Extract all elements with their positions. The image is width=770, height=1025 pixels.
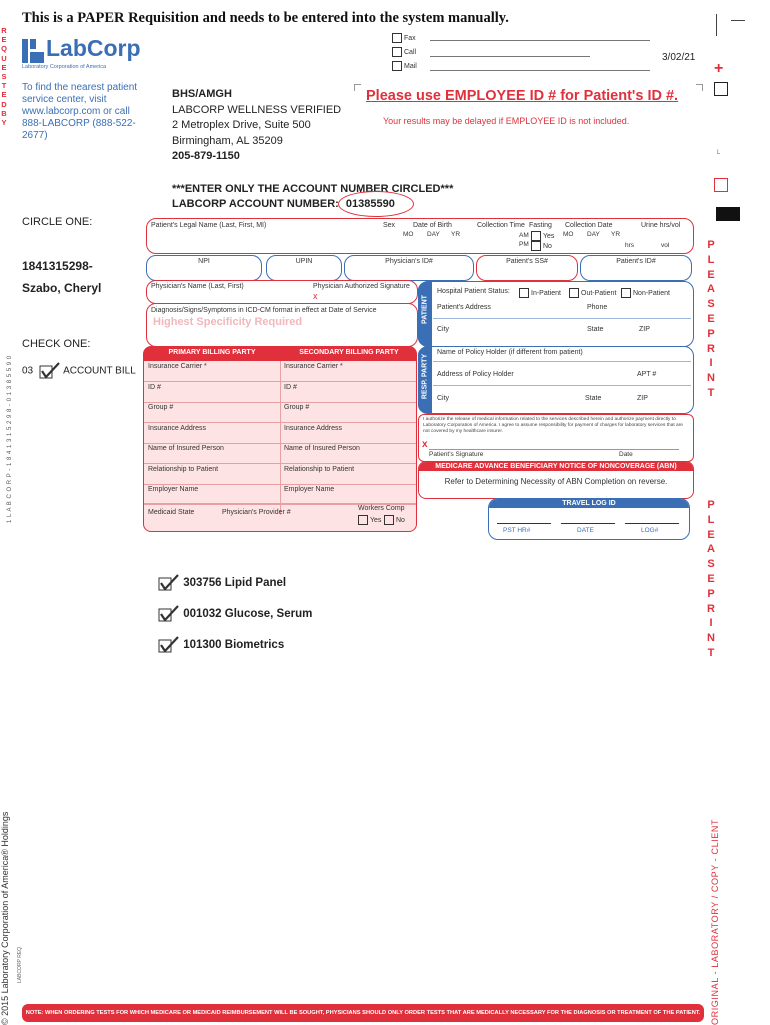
policy-address-label: Address of Policy Holder (437, 371, 514, 378)
primary-billing-field-label: Employer Name (148, 486, 199, 493)
billing-row-divider (144, 422, 416, 423)
billing-row-divider (144, 484, 416, 485)
footer-note: NOTE: WHEN ORDERING TESTS FOR WHICH MEDICARE OR MEDICAID REIMBURSEMENT WILL BE SOUGHT, PHYSICIANS SHOULD ONLY ORDER TESTS THAT ARE MEDICALLY NECESSARY FOR THE DIAGNOSIS OR TREATMENT OF THE PATIENT. (22, 1004, 704, 1022)
report-options (392, 30, 660, 74)
red-square-mark (714, 178, 728, 192)
out-patient-label: Out-Patient (581, 289, 617, 297)
travel-log-pst: PST HR# (503, 527, 531, 534)
travel-log-title: TRAVEL LOG ID (489, 499, 689, 508)
medicaid-state-label: Medicaid State (148, 509, 195, 516)
physician-name-label: Physician's Name (Last, First) (151, 283, 244, 290)
dob-label: Date of Birth (413, 222, 452, 229)
am-label: AM (519, 232, 529, 239)
patient-side-label: PATIENT (421, 295, 429, 324)
account-address: 2 Metroplex Drive, Suite 500 (172, 119, 311, 131)
labcorp-logo (22, 37, 152, 73)
copyright: © 2015 Laboratory Corporation of America® Holdings (0, 811, 10, 1025)
resp-party-side-label: RESP. PARTY (421, 353, 429, 400)
in-patient-label: In-Patient (531, 289, 561, 297)
mail-label: Mail (404, 62, 417, 70)
non-patient-checkbox[interactable] (621, 288, 631, 298)
requested-by-strip: R E Q U E S T E D B Y (1, 26, 7, 128)
policy-apt-label: APT # (637, 371, 657, 378)
primary-billing-field-label: Name of Insured Person (148, 445, 224, 452)
primary-billing-field-label: Insurance Carrier * (148, 363, 207, 370)
account-phone: 205-879-1150 (172, 150, 240, 162)
patient-panel (418, 281, 694, 347)
collection-date-label: Collection Date (565, 222, 613, 229)
patient-signature-x: x (422, 439, 428, 450)
test-item (158, 605, 312, 623)
pm-label: PM (519, 241, 529, 248)
policy-holder-label: Name of Policy Holder (if different from patient) (437, 349, 583, 356)
diagnosis-box (146, 303, 418, 347)
square-mark (714, 82, 728, 96)
secondary-billing-field-label: Relationship to Patient (284, 465, 355, 473)
account-number-label: LABCORP ACCOUNT NUMBER: (172, 198, 339, 210)
secondary-billing-field-label: Employer Name (284, 486, 335, 493)
policy-zip-label: ZIP (637, 395, 648, 402)
test-label: 101300 Biometrics (183, 639, 285, 652)
service-info: To find the nearest patient service center, visit www.labcorp.com or call 888-LABCORP (888-522-2677) (22, 82, 138, 141)
billing-row-divider (144, 443, 416, 444)
paper-notice: This is a PAPER Requisition and needs to be entered into the system manually. (22, 10, 509, 26)
circle-one-label: CIRCLE ONE: (22, 216, 93, 228)
patient-name-handwritten: Szabo, Cheryl (22, 281, 102, 295)
physician-signature-label: Physician Authorized Signature (313, 283, 410, 290)
fax-label: Fax (404, 34, 416, 42)
patient-ssn-label: Patient's SS# (506, 258, 548, 265)
patient-id-handwritten: 1841315298- (22, 259, 93, 273)
signature-x: x (313, 291, 318, 301)
patient-address-label: Patient's Address (437, 304, 491, 311)
secondary-billing-header: SECONDARY BILLING PARTY (299, 349, 399, 356)
primary-billing-field-label: ID # (148, 383, 161, 391)
policy-state-label: State (585, 395, 602, 402)
corner-mark (716, 14, 717, 36)
account-line2: LABCORP WELLNESS VERIFIED (172, 103, 342, 116)
copy-label: ORIGINAL - LABORATORY / COPY - CLIENT (710, 818, 720, 1025)
fasting-no-checkbox[interactable] (531, 241, 541, 251)
check-one-label: CHECK ONE: (22, 338, 91, 350)
collection-time-label: Collection Time (477, 222, 525, 229)
primary-billing-field-label: Relationship to Patient (148, 465, 219, 473)
primary-billing-field-label: Group # (148, 404, 174, 411)
account-circle (338, 191, 414, 217)
workers-comp-yes: Yes (370, 516, 382, 524)
billing-row-divider (144, 402, 416, 403)
npi-label: NPI (198, 258, 210, 265)
id-row (146, 255, 692, 281)
npi-field[interactable] (146, 255, 262, 281)
non-patient-label: Non-Patient (633, 289, 670, 297)
workers-comp-yes-checkbox[interactable] (358, 515, 368, 525)
labcorp-mark-icon (22, 39, 44, 63)
travel-log-box (488, 498, 690, 540)
test-label: 303756 Lipid Panel (183, 577, 287, 590)
abn-text: Refer to Determining Necessity of ABN Completion on reverse. (444, 477, 668, 486)
sex-label: Sex (383, 222, 396, 229)
out-patient-checkbox[interactable] (569, 288, 579, 298)
test-item (158, 636, 284, 654)
patient-signature-label: Patient's Signature (429, 451, 484, 458)
logo-tagline: Laboratory Corporation of America (22, 64, 107, 70)
id-strip: 1 L A B C O R P - 1 8 4 1 3 1 5 2 9 8 - 0 1 3 8 5 5 9 0 (7, 355, 13, 523)
account-number: 01385590 (345, 198, 395, 210)
resp-party-panel (418, 346, 694, 414)
form-code: LABCORP REQ (17, 946, 23, 983)
upin-field[interactable] (266, 255, 342, 281)
secondary-billing-field-label: Insurance Carrier * (284, 363, 343, 370)
patient-zip-label: ZIP (639, 326, 650, 333)
black-bar-mark (716, 207, 740, 221)
test-item (158, 574, 286, 592)
coll-day: DAY (587, 231, 600, 238)
in-patient-checkbox[interactable] (519, 288, 529, 298)
account-name: BHS/AMGH (172, 88, 232, 100)
fax-checkbox[interactable] (392, 33, 402, 43)
physician-provider-label: Physician's Provider # (222, 509, 291, 516)
secondary-billing-field-label: Name of Insured Person (284, 445, 360, 452)
account-enter-note: ***ENTER ONLY THE ACCOUNT NUMBER CIRCLED*** (172, 183, 454, 195)
check-one-row (22, 362, 136, 380)
checkmark-icon (39, 362, 61, 380)
corner-mark (731, 20, 745, 21)
urine-hrs: hrs (625, 242, 635, 249)
fasting-yes: Yes (543, 232, 555, 240)
fasting-label: Fasting (529, 222, 552, 229)
bill-code: 03 (22, 365, 34, 377)
logo-name: LabCorp (46, 35, 141, 61)
billing-row-divider (144, 463, 416, 464)
diagnosis-label: Diagnosis/Signs/Symptoms in ICD-CM format in effect at Date of Service (151, 307, 377, 314)
secondary-billing-field-label: Group # (284, 404, 310, 411)
checkmark-icon (158, 574, 180, 592)
secondary-billing-field-label: Insurance Address (284, 424, 342, 432)
physician-id-field[interactable] (344, 255, 474, 281)
mail-checkbox[interactable] (392, 61, 402, 71)
authorization-box (418, 414, 694, 462)
travel-log-number: LOG# (641, 527, 659, 534)
hospital-status-label: Hospital Patient Status: (437, 288, 510, 295)
requisition-date: 3/02/21 (662, 52, 696, 63)
workers-comp-label: Workers Comp (358, 505, 405, 512)
patient-id-label: Patient's ID# (616, 258, 656, 265)
patient-state-label: State (587, 326, 604, 333)
dob-mo: MO (403, 231, 414, 238)
plus-icon: + (714, 60, 724, 77)
physician-id-label: Physician's ID# (385, 258, 433, 265)
bracket-mark (696, 84, 703, 91)
patient-info-row (146, 218, 694, 254)
billing-panel (143, 346, 417, 532)
bracket-mark (354, 84, 361, 91)
patient-ssn-field[interactable] (476, 255, 578, 281)
fasting-yes-checkbox[interactable] (531, 231, 541, 241)
call-checkbox[interactable] (392, 47, 402, 57)
travel-log-date: DATE (577, 527, 594, 534)
account-bill-label: ACCOUNT BILL (63, 365, 136, 377)
billing-row-divider (144, 381, 416, 382)
checkmark-icon (158, 605, 180, 623)
employee-id-title: Please use EMPLOYEE ID # for Patient's ID #. (366, 88, 679, 104)
primary-billing-header: PRIMARY BILLING PARTY (168, 349, 256, 356)
please-print-top: P L E A S E P R I N T (707, 239, 715, 399)
workers-comp-no: No (396, 516, 405, 524)
abn-box (418, 461, 694, 499)
test-label: 001032 Glucose, Serum (183, 608, 313, 621)
abn-title: MEDICARE ADVANCE BENEFICIARY NOTICE OF NONCOVERAGE (ABN) (419, 462, 693, 471)
please-print-bottom: P L E A S E P R I N T (707, 499, 715, 659)
upin-label: UPIN (295, 258, 313, 265)
primary-billing-field-label: Insurance Address (148, 424, 206, 432)
dob-day: DAY (427, 231, 440, 238)
patient-phone-label: Phone (587, 304, 608, 311)
account-block (172, 87, 341, 165)
policy-city-label: City (437, 395, 450, 402)
checkmark-icon (158, 636, 180, 654)
coll-mo: MO (563, 231, 574, 238)
coll-yr: YR (611, 231, 621, 238)
patient-signature-date: Date (619, 451, 633, 458)
physician-row (146, 280, 418, 304)
dob-yr: YR (451, 231, 461, 238)
small-l-mark: L (717, 150, 721, 156)
patient-name-label: Patient's Legal Name (Last, First, MI) (151, 222, 267, 229)
employee-id-subtitle: Your results may be delayed if EMPLOYEE ID is not included. (383, 116, 630, 126)
workers-comp-no-checkbox[interactable] (384, 515, 394, 525)
patient-city-label: City (437, 326, 450, 333)
urine-vol: vol (661, 242, 670, 249)
diagnosis-hint: Highest Specificity Required (153, 316, 303, 328)
authorization-text: I authorize the release of medical information related to the services described herein and authorize payment directly to Laboratory Corporation of America. I agree to assume responsibility for payment of charges for laboratory services that are not covered by my healthcare insurer. (423, 417, 683, 434)
urine-label: Urine hrs/vol (641, 222, 681, 229)
secondary-billing-field-label: ID # (284, 383, 297, 391)
call-label: Call (404, 48, 417, 56)
patient-id-field[interactable] (580, 255, 692, 281)
account-city: Birmingham, AL 35209 (172, 134, 283, 147)
fasting-no: No (543, 242, 552, 250)
